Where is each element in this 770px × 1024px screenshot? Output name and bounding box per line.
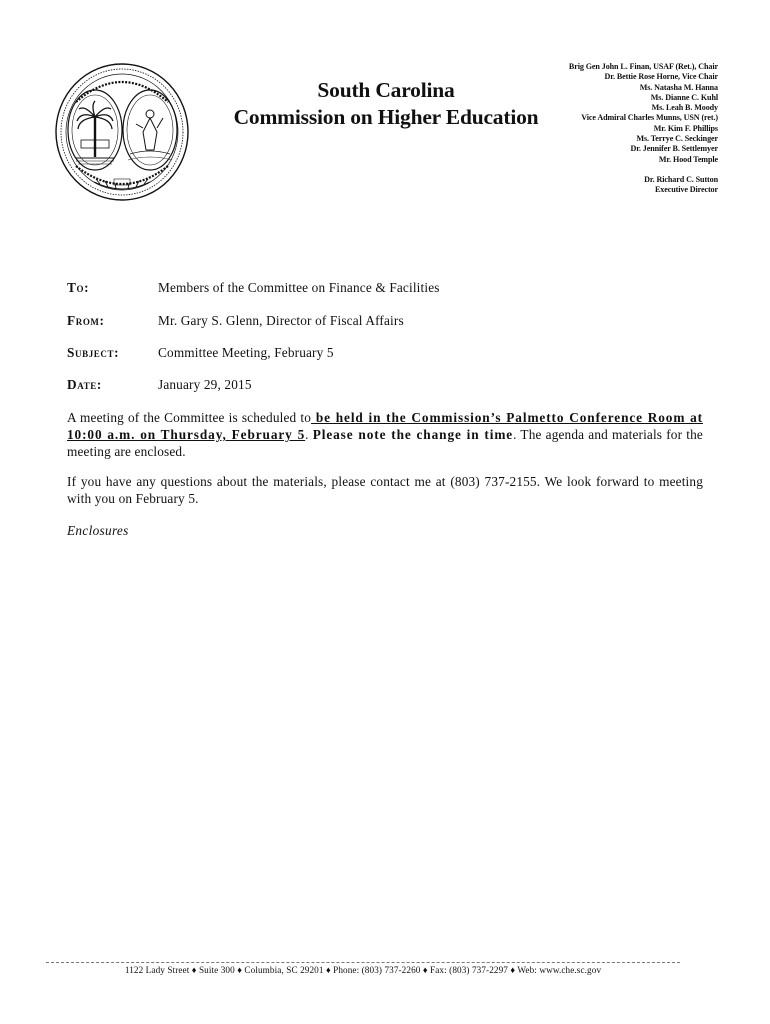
executive-director-name: Dr. Richard C. Sutton	[644, 175, 718, 185]
executive-director-title: Executive Director	[655, 185, 718, 195]
memo-subject-label: Subject:	[67, 345, 120, 360]
organization-name	[205, 77, 567, 131]
memo-from-value: Mr. Gary S. Glenn, Director of Fiscal Affairs	[158, 313, 404, 328]
memo-date-label: Date:	[67, 377, 102, 392]
memo-to-label: To:	[67, 280, 90, 295]
member-name: Mr. Kim F. Phillips	[653, 123, 718, 133]
member-name: Mr. Hood Temple	[658, 154, 718, 164]
paragraph-text: .	[305, 427, 313, 442]
paragraph-text: . The agenda and materials for the meeting are enclosed.	[67, 427, 703, 459]
time-change-notice: Please note the change in time	[312, 427, 514, 442]
south-carolina-state-seal-icon	[54, 62, 190, 202]
member-name: Ms. Terrye C. Seckinger	[636, 134, 718, 144]
paragraph-text: A meeting of the Committee is scheduled to	[67, 410, 312, 425]
memo-subject-value: Committee Meeting, February 5	[158, 345, 334, 360]
member-name: Brig Gen John L. Finan, USAF (Ret.), Chair	[568, 62, 718, 71]
commission-members-list	[569, 62, 718, 196]
organization-name-line2: Commission on Higher Education	[233, 105, 539, 129]
member-name: Dr. Bettie Rose Horne, Vice Chair	[604, 72, 718, 82]
member-name: Vice Admiral Charles Munns, USN (ret.)	[581, 113, 718, 123]
footer-divider	[46, 962, 680, 963]
member-name: Ms. Leah B. Moody	[651, 103, 718, 113]
memo-from-label: From:	[67, 313, 105, 328]
body-paragraph-contact: If you have any questions about the materials, please contact me at (803) 737-2155. We look forward to meeting with you on February 5.	[67, 474, 703, 506]
body-paragraph-meeting	[67, 409, 703, 460]
memo-date-value: January 29, 2015	[158, 377, 252, 392]
member-name: Ms. Natasha M. Hanna	[639, 82, 718, 92]
enclosures-note: Enclosures	[67, 523, 129, 538]
organization-name-line1: South Carolina	[317, 78, 455, 102]
footer-contact-info: 1122 Lady Street ♦ Suite 300 ♦ Columbia, SC 29201 ♦ Phone: (803) 737-2260 ♦ Fax: (803) 737-2297 ♦ Web: www.che.sc.gov	[124, 965, 602, 975]
member-name: Dr. Jennifer B. Settlemyer	[630, 144, 718, 154]
memo-to-value: Members of the Committee on Finance & Facilities	[158, 280, 440, 295]
member-name: Ms. Dianne C. Kuhl	[650, 92, 718, 102]
meeting-location-time: be held in the Commission’s Palmetto Conference Room at 10:00 a.m. on Thursday, February 5	[67, 410, 704, 442]
